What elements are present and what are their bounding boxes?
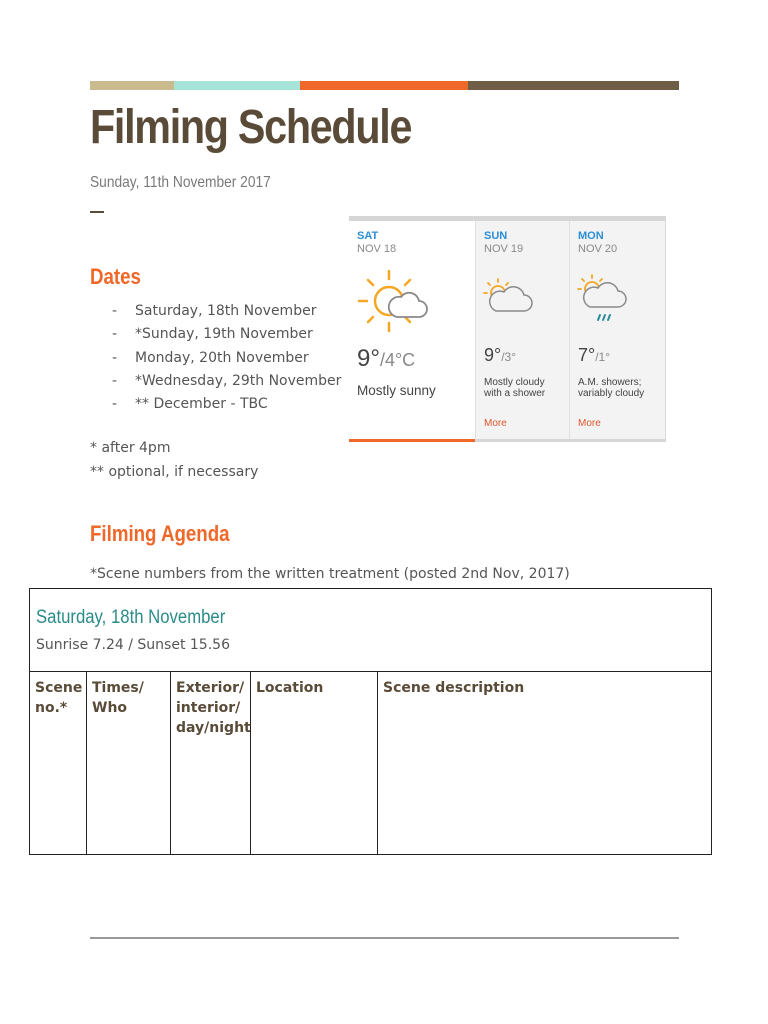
column-header-scene-description: Scene description (378, 672, 712, 855)
list-item: - *Wednesday, 29th November (112, 372, 342, 389)
weather-day-date: NOV 20 (578, 243, 618, 255)
color-bar-segment-brown (468, 81, 679, 90)
weather-day-mon[interactable] (569, 221, 666, 439)
weather-more-link[interactable]: More (578, 418, 601, 429)
agenda-heading: Filming Agenda (90, 521, 230, 546)
document-date: Sunday, 11th November 2017 (90, 174, 271, 191)
weather-day-name: SUN (484, 230, 508, 242)
schedule-table (29, 588, 712, 855)
weather-description: Mostly sunny (357, 383, 436, 398)
color-bar-segment-orange (300, 81, 468, 90)
selected-day-indicator (349, 439, 475, 442)
weather-day-date: NOV 18 (357, 243, 397, 255)
weather-temperature: 7°/1° (578, 345, 611, 365)
sun-cloud-icon (355, 265, 429, 339)
color-bar-segment-mint (174, 81, 300, 90)
footer-divider (90, 937, 679, 939)
column-header-location: Location (251, 672, 378, 855)
footnote-after-4pm: * after 4pm (90, 440, 171, 456)
weather-description: Mostly cloudy with a shower (484, 377, 546, 399)
weather-day-sat[interactable] (349, 221, 475, 439)
schedule-day-header (30, 589, 712, 672)
weather-description: A.M. showers; variably cloudy (578, 377, 645, 399)
list-item: - *Sunday, 19th November (112, 326, 313, 343)
weather-day-date: NOV 19 (484, 243, 524, 255)
dates-list (112, 300, 341, 416)
list-item: - ** December - TBC (112, 396, 268, 413)
weather-widget (349, 216, 666, 442)
list-item: - Saturday, 18th November (112, 303, 317, 319)
sun-cloud-icon (482, 277, 534, 317)
weather-day-sun[interactable] (475, 221, 569, 439)
weather-temperature: 9°/3° (484, 345, 517, 365)
dates-heading: Dates (90, 264, 141, 289)
column-header-times-who: Times/ Who (87, 672, 171, 855)
weather-temperature: 9°/4°C (357, 345, 416, 372)
weather-day-name: MON (578, 230, 604, 242)
footnote-optional: ** optional, if necessary (90, 464, 259, 480)
color-bar-segment-tan (90, 81, 174, 90)
sun-times: Sunrise 7.24 / Sunset 15.56 (36, 637, 230, 653)
agenda-note: *Scene numbers from the written treatment (posted 2nd Nov, 2017) (90, 566, 570, 582)
schedule-day-title: Saturday, 18th November (36, 607, 226, 628)
table-row (30, 672, 712, 855)
weather-day-name: SAT (357, 230, 379, 242)
column-header-scene-no: Scene no.* (30, 672, 87, 855)
column-header-ext-int: Exterior/ interior/ day/night (171, 672, 251, 855)
top-color-bar (90, 81, 679, 90)
rain-cloud-icon (576, 273, 628, 327)
list-item: - Monday, 20th November (112, 349, 309, 366)
page-title: Filming Schedule (90, 101, 412, 154)
title-divider (90, 211, 104, 213)
weather-more-link[interactable]: More (484, 418, 507, 429)
